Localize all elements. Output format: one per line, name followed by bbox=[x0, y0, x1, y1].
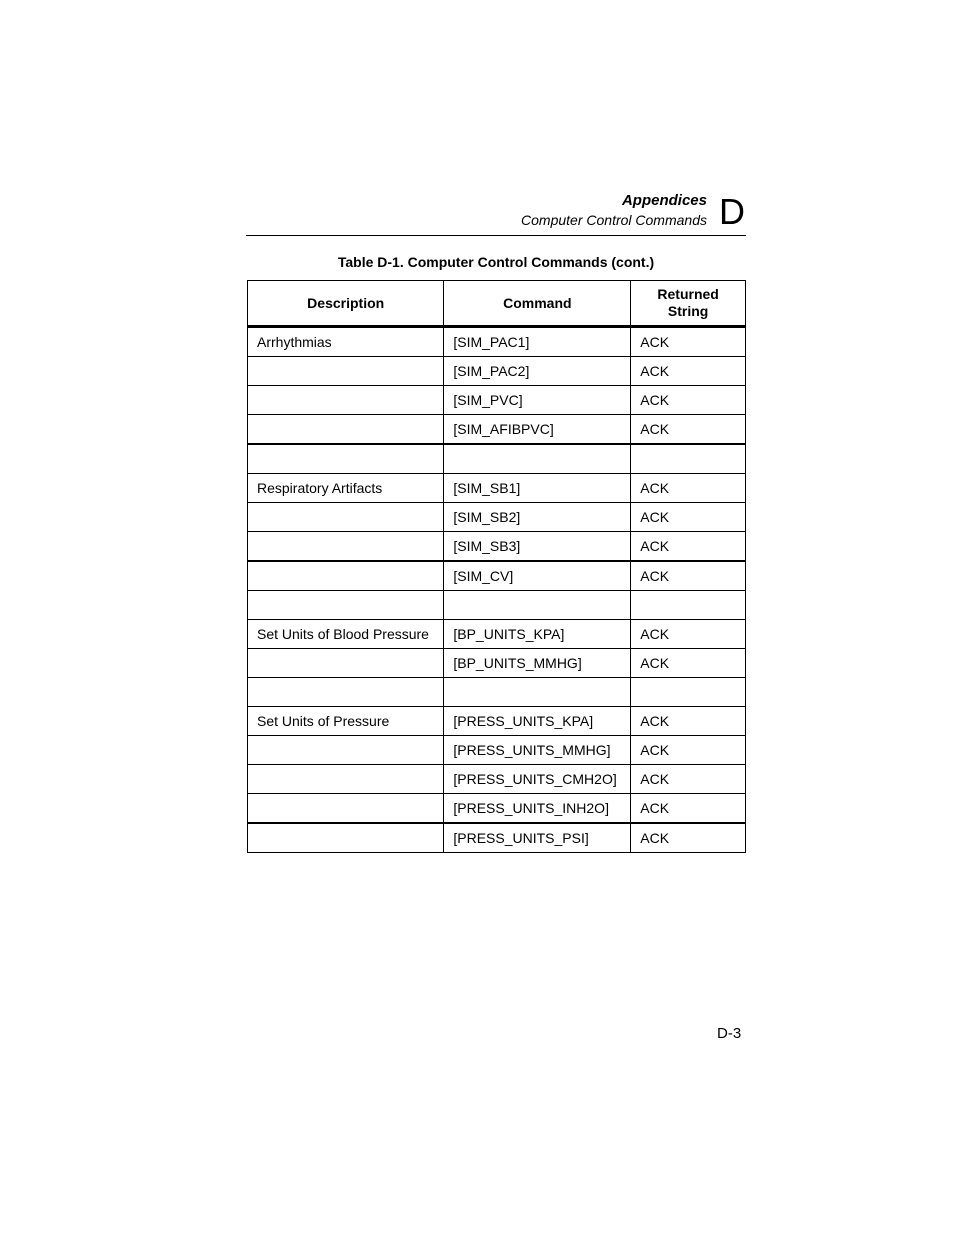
cell-command: [PRESS_UNITS_CMH2O] bbox=[444, 765, 631, 794]
cell-returned: ACK bbox=[631, 736, 746, 765]
cell-command bbox=[444, 678, 631, 707]
table-row-spacer bbox=[248, 678, 746, 707]
table-row-spacer bbox=[248, 444, 746, 474]
table-row bbox=[248, 503, 746, 532]
table-row bbox=[248, 561, 746, 591]
column-header-returned-string: Returned String bbox=[631, 281, 746, 327]
table-caption: Table D-1. Computer Control Commands (cont.) bbox=[337, 254, 655, 270]
cell-description bbox=[248, 503, 444, 532]
cell-description: Respiratory Artifacts bbox=[248, 474, 444, 503]
cell-returned: ACK bbox=[631, 620, 746, 649]
cell-returned: ACK bbox=[631, 357, 746, 386]
cell-description bbox=[248, 794, 444, 824]
column-header-description: Description bbox=[248, 281, 444, 327]
cell-description bbox=[248, 561, 444, 591]
header-subtitle: Computer Control Commands bbox=[521, 212, 707, 228]
table-row bbox=[248, 649, 746, 678]
table-row bbox=[248, 620, 746, 649]
cell-description bbox=[248, 765, 444, 794]
cell-description bbox=[248, 736, 444, 765]
commands-table bbox=[247, 280, 746, 853]
cell-description bbox=[248, 386, 444, 415]
page-number: D-3 bbox=[717, 1025, 742, 1042]
cell-command: [SIM_CV] bbox=[444, 561, 631, 591]
cell-description bbox=[248, 649, 444, 678]
cell-description: Arrhythmias bbox=[248, 327, 444, 357]
cell-returned: ACK bbox=[631, 561, 746, 591]
cell-command: [PRESS_UNITS_KPA] bbox=[444, 707, 631, 736]
cell-description bbox=[248, 823, 444, 853]
table-row bbox=[248, 765, 746, 794]
table-row bbox=[248, 386, 746, 415]
cell-description bbox=[248, 357, 444, 386]
cell-description: Set Units of Pressure bbox=[248, 707, 444, 736]
cell-returned: ACK bbox=[631, 415, 746, 445]
cell-command: [SIM_PAC2] bbox=[444, 357, 631, 386]
cell-command: [SIM_SB3] bbox=[444, 532, 631, 562]
cell-description bbox=[248, 532, 444, 562]
cell-returned: ACK bbox=[631, 794, 746, 824]
table-row bbox=[248, 474, 746, 503]
cell-returned bbox=[631, 444, 746, 474]
cell-description: Set Units of Blood Pressure bbox=[248, 620, 444, 649]
cell-returned: ACK bbox=[631, 386, 746, 415]
table-row bbox=[248, 823, 746, 853]
cell-command: [SIM_PVC] bbox=[444, 386, 631, 415]
cell-command: [SIM_PAC1] bbox=[444, 327, 631, 357]
cell-description bbox=[248, 444, 444, 474]
table-row bbox=[248, 736, 746, 765]
table-row bbox=[248, 794, 746, 824]
cell-returned: ACK bbox=[631, 823, 746, 853]
cell-returned: ACK bbox=[631, 707, 746, 736]
cell-returned bbox=[631, 591, 746, 620]
cell-command: [PRESS_UNITS_MMHG] bbox=[444, 736, 631, 765]
table-row bbox=[248, 707, 746, 736]
cell-returned: ACK bbox=[631, 765, 746, 794]
cell-command bbox=[444, 444, 631, 474]
column-header-command: Command bbox=[444, 281, 631, 327]
table-row bbox=[248, 327, 746, 357]
cell-description bbox=[248, 678, 444, 707]
header-text-block bbox=[521, 192, 707, 230]
appendix-letter: D bbox=[719, 191, 745, 232]
cell-command: [BP_UNITS_MMHG] bbox=[444, 649, 631, 678]
cell-returned bbox=[631, 678, 746, 707]
cell-command: [SIM_SB1] bbox=[444, 474, 631, 503]
cell-command bbox=[444, 591, 631, 620]
cell-returned: ACK bbox=[631, 503, 746, 532]
table-row bbox=[248, 357, 746, 386]
cell-returned: ACK bbox=[631, 532, 746, 562]
table-header-row bbox=[248, 281, 746, 327]
table-row-spacer bbox=[248, 591, 746, 620]
cell-description bbox=[248, 415, 444, 445]
cell-command: [SIM_SB2] bbox=[444, 503, 631, 532]
cell-returned: ACK bbox=[631, 649, 746, 678]
cell-command: [PRESS_UNITS_INH2O] bbox=[444, 794, 631, 824]
cell-command: [PRESS_UNITS_PSI] bbox=[444, 823, 631, 853]
header-title: Appendices bbox=[621, 192, 707, 209]
page-header bbox=[246, 188, 746, 236]
cell-returned: ACK bbox=[631, 327, 746, 357]
cell-command: [BP_UNITS_KPA] bbox=[444, 620, 631, 649]
table-row bbox=[248, 532, 746, 562]
cell-command: [SIM_AFIBPVC] bbox=[444, 415, 631, 445]
table-row bbox=[248, 415, 746, 445]
cell-description bbox=[248, 591, 444, 620]
cell-returned: ACK bbox=[631, 474, 746, 503]
